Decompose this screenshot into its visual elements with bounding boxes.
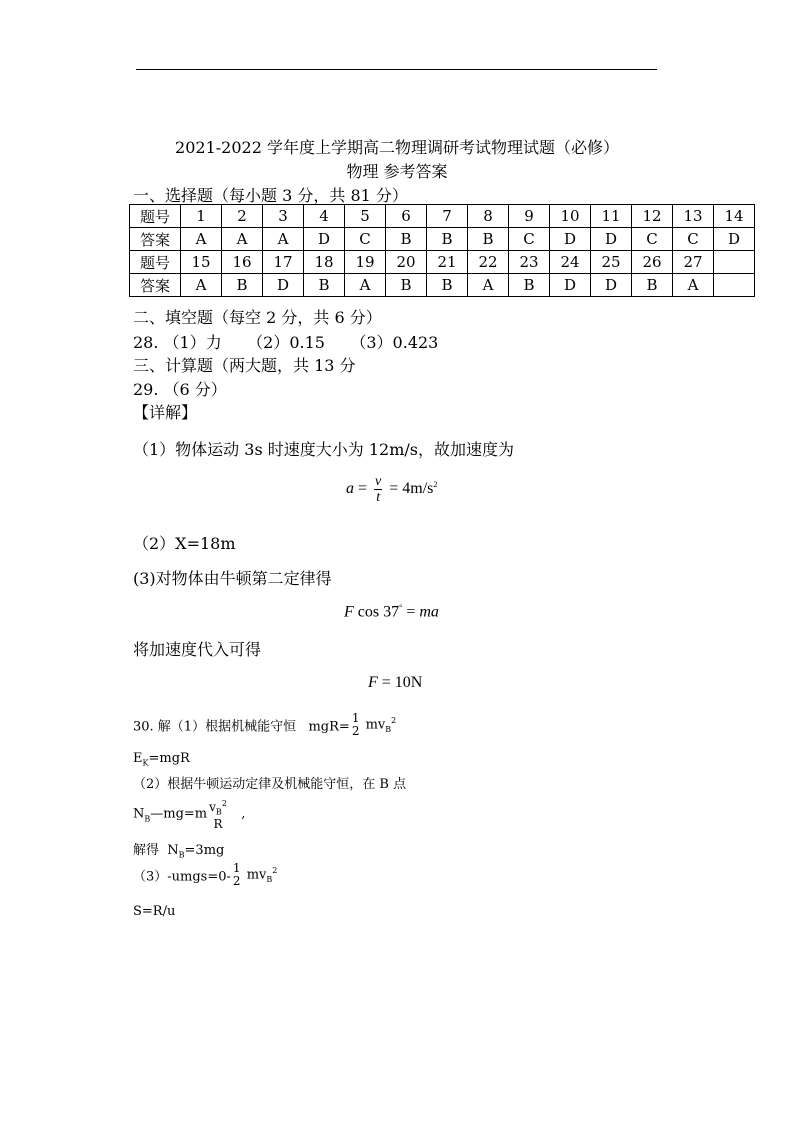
- table-cell: C: [509, 228, 550, 251]
- table-row: [130, 251, 755, 274]
- table-cell: 23: [509, 251, 550, 274]
- table-row-header: 题号: [130, 205, 181, 228]
- table-cell: B: [386, 228, 427, 251]
- table-cell: 25: [591, 251, 632, 274]
- table-cell: D: [304, 228, 345, 251]
- table-cell: [714, 274, 755, 297]
- q30-line4: $N_B—mg=m$ $v_B^2$ R ,: [133, 799, 246, 832]
- answer-key-subtitle: 物理 参考答案: [346, 162, 448, 181]
- table-cell: A: [181, 274, 222, 297]
- formula-force-result: F = 10N: [368, 674, 423, 691]
- table-cell: 15: [181, 251, 222, 274]
- q30-line5: 解得 $N_B=3mg$: [133, 843, 225, 860]
- table-cell: 14: [714, 205, 755, 228]
- table-cell: 1: [181, 205, 222, 228]
- section1-heading: 一、选择题（每小题 3 分，共 81 分）: [133, 186, 408, 205]
- table-cell: 8: [468, 205, 509, 228]
- table-cell: 13: [673, 205, 714, 228]
- q30-line2: $E_K=mgR$: [133, 751, 190, 768]
- table-cell: 12: [632, 205, 673, 228]
- table-cell: D: [591, 228, 632, 251]
- table-cell: B: [468, 228, 509, 251]
- table-cell: 11: [591, 205, 632, 228]
- table-cell: D: [550, 228, 591, 251]
- q28-answers: 28. （1）力 （2）0.15 （3）0.423: [133, 333, 439, 352]
- table-cell: D: [263, 274, 304, 297]
- table-row-header: 答案: [130, 228, 181, 251]
- q29-part4: 将加速度代入可得: [133, 640, 262, 659]
- answer-table: [129, 204, 755, 297]
- q29-label: 29. （6 分）: [133, 380, 227, 399]
- table-cell: D: [550, 274, 591, 297]
- table-cell: 3: [263, 205, 304, 228]
- table-cell: B: [386, 274, 427, 297]
- table-cell: 20: [386, 251, 427, 274]
- table-cell: A: [263, 228, 304, 251]
- table-row: [130, 274, 755, 297]
- table-cell: A: [222, 228, 263, 251]
- formula-newton-second-law: F cos 37° = ma: [344, 603, 439, 621]
- table-cell: 17: [263, 251, 304, 274]
- table-cell: 24: [550, 251, 591, 274]
- table-row-header: 答案: [130, 274, 181, 297]
- q29-part1: （1）物体运动 3s 时速度大小为 12m/s，故加速度为: [133, 440, 514, 459]
- table-cell: B: [304, 274, 345, 297]
- table-cell: 27: [673, 251, 714, 274]
- table-cell: 5: [345, 205, 386, 228]
- table-cell: 2: [222, 205, 263, 228]
- table-cell: C: [345, 228, 386, 251]
- table-cell: A: [468, 274, 509, 297]
- table-cell: 7: [427, 205, 468, 228]
- table-row: [130, 205, 755, 228]
- q30-line7: S=R/u: [133, 904, 176, 919]
- table-cell: A: [181, 228, 222, 251]
- table-cell: B: [427, 274, 468, 297]
- q30-line3: （2）根据牛顿运动定律及机械能守恒，在 B 点: [133, 777, 407, 792]
- table-cell: D: [591, 274, 632, 297]
- q30-line6: （3）-umgs=0- 1 2 $mv_B^2$: [133, 861, 278, 888]
- exam-title: 2021-2022 学年度上学期高二物理调研考试物理试题（必修）: [175, 138, 619, 157]
- q29-part3: (3)对物体由牛顿第二定律得: [133, 569, 332, 588]
- table-cell: 19: [345, 251, 386, 274]
- table-cell: 9: [509, 205, 550, 228]
- table-cell: 6: [386, 205, 427, 228]
- table-cell: 26: [632, 251, 673, 274]
- table-cell: B: [509, 274, 550, 297]
- table-cell: C: [673, 228, 714, 251]
- table-cell: [714, 251, 755, 274]
- table-cell: 22: [468, 251, 509, 274]
- section2-heading: 二、填空题（每空 2 分，共 6 分）: [133, 308, 382, 327]
- table-cell: 18: [304, 251, 345, 274]
- table-row: [130, 228, 755, 251]
- table-cell: D: [714, 228, 755, 251]
- table-cell: 4: [304, 205, 345, 228]
- table-cell: B: [222, 274, 263, 297]
- table-cell: B: [427, 228, 468, 251]
- q30-line1: 30. 解（1）根据机械能守恒 mgR= 1 2 $mv_B^2$: [133, 711, 397, 738]
- fraction-v-over-t: $\frac{v}{t}$: [375, 474, 382, 505]
- table-cell: 10: [550, 205, 591, 228]
- table-cell: A: [673, 274, 714, 297]
- q29-explain-label: 【详解】: [133, 403, 198, 422]
- formula-acceleration: a = $\frac{v}{t}$ = $4m/s^2$: [346, 474, 438, 505]
- table-cell: A: [345, 274, 386, 297]
- q29-part2: （2）X=18m: [133, 534, 236, 553]
- section3-heading: 三、计算题（两大题，共 13 分: [133, 356, 356, 375]
- table-cell: 21: [427, 251, 468, 274]
- table-cell: C: [632, 228, 673, 251]
- table-cell: 16: [222, 251, 263, 274]
- header-rule: [136, 69, 657, 70]
- table-row-header: 题号: [130, 251, 181, 274]
- table-cell: B: [632, 274, 673, 297]
